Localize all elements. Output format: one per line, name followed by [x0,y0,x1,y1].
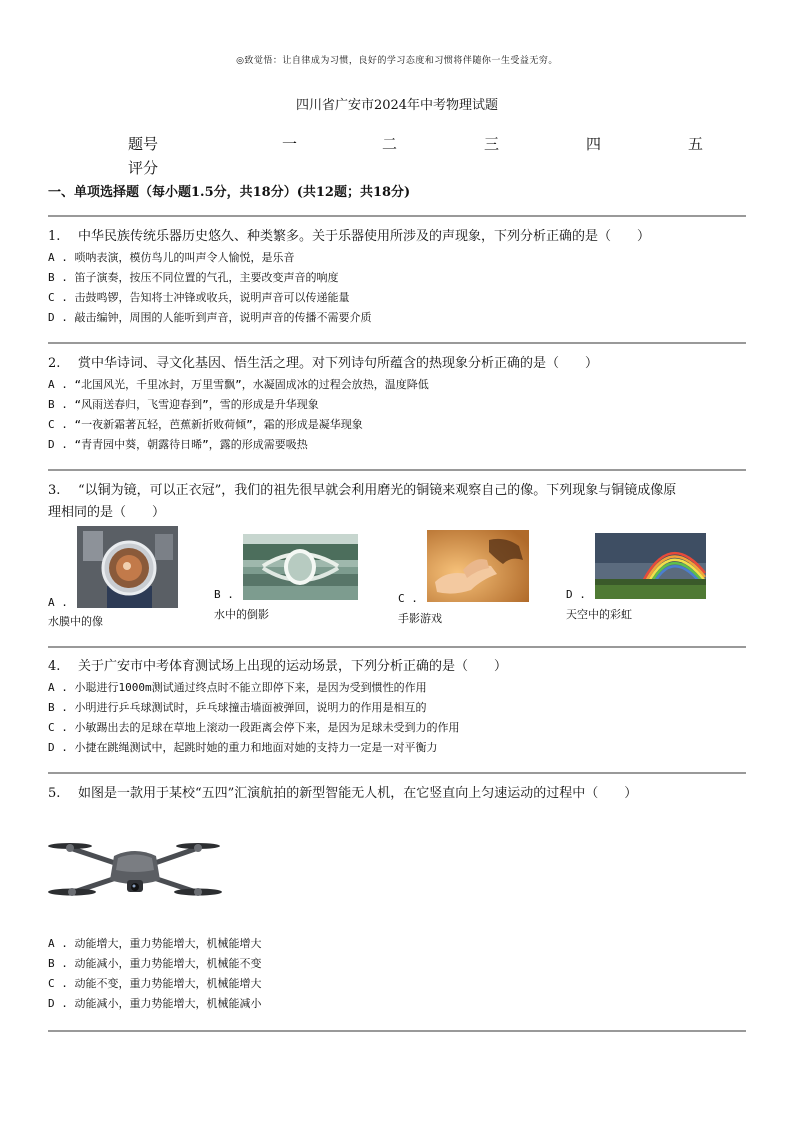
divider [48,772,746,774]
rainbow-photo [595,533,706,599]
bridge-reflection-photo [243,534,358,600]
option-d: D . 敲击编钟，周围的人能听到声音，说明声音的传播不需要介质 [48,311,372,324]
choice-a-letter: A . [48,596,68,609]
question-stem-continued: 理相同的是（ ） [48,505,166,520]
question-stem: 如图是一款用于某校“五四”汇演航拍的新型智能无人机，在它竖直向上匀速运动的过程中（ ） [78,786,638,801]
option-b: B . 小明进行乒乓球测试时，乒乓球撞击墙面被弹回，说明力的作用是相互的 [48,701,427,714]
option-d: D . 动能减小，重力势能增大，机械能减小 [48,997,262,1010]
question-stem: “以铜为镜，可以正衣冠”，我们的祖先很早就会利用磨光的铜镜来观察自己的像。下列现象与铜镜成像原 [78,483,677,498]
question-stem: 中华民族传统乐器历史悠久、种类繁多。关于乐器使用所涉及的声现象，下列分析正确的是（ ） [78,229,651,244]
divider [48,1030,746,1032]
hand-shadow-photo [427,530,529,602]
divider [48,215,746,217]
score-col-4: 四 [586,135,602,153]
question-stem: 关于广安市中考体育测试场上出现的运动场景，下列分析正确的是（ ） [78,659,508,674]
option-c: C . 小敏踢出去的足球在草地上滚动一段距离会停下来，是因为足球未受到力的作用 [48,721,460,734]
option-b: B . 动能减小，重力势能增大，机械能不变 [48,957,262,970]
question-number: 3. [48,483,61,498]
option-c: C . 击鼓鸣锣，告知将士冲锋或收兵，说明声音可以传递能量 [48,291,350,304]
score-col-1: 一 [282,135,298,153]
choice-d-caption: 天空中的彩虹 [566,608,632,621]
score-col-5: 五 [688,135,704,153]
question-number: 4. [48,659,61,674]
score-table-label: 题号 [128,135,159,153]
score-row-label: 评分 [128,159,159,177]
score-col-3: 三 [484,135,500,153]
question-number: 2. [48,356,61,371]
divider [48,342,746,344]
option-d: D . “青青园中葵，朝露待日晞”，露的形成需要吸热 [48,438,308,451]
water-film-photo [77,526,178,608]
divider [48,469,746,471]
choice-d-letter: D . [566,588,586,601]
question-2 [48,353,748,455]
drone-photo [48,826,222,912]
option-a: A . 唢呐表演，模仿鸟儿的叫声令人愉悦，是乐音 [48,251,295,264]
question-5-options [48,934,748,1014]
question-3 [48,480,748,524]
question-number: 5. [48,786,61,801]
choice-c-letter: C . [398,592,418,605]
question-1 [48,226,748,328]
option-a: A . “北国风光，千里冰封，万里雪飘”，水凝固成冰的过程会放热，温度降低 [48,378,429,391]
divider [48,646,746,648]
score-col-2: 二 [382,135,398,153]
option-d: D . 小捷在跳绳测试中，起跳时她的重力和地面对她的支持力一定是一对平衡力 [48,741,438,754]
question-5 [48,783,748,805]
choice-b-letter: B . [214,588,234,601]
option-b: B . “风雨送春归，飞雪迎春到”，雪的形成是升华现象 [48,398,319,411]
question-stem: 赏中华诗词、寻文化基因、悟生活之理。对下列诗句所蕴含的热现象分析正确的是（ ） [78,356,599,371]
choice-a-caption: 水膜中的像 [48,615,103,628]
option-c: C . “一夜新霜著瓦轻，芭蕉新折败荷倾”，霜的形成是凝华现象 [48,418,363,431]
option-b: B . 笛子演奏，按压不同位置的气孔，主要改变声音的响度 [48,271,339,284]
section-title: 一、单项选择题（每小题1.5分，共18分）(共12题；共18分) [48,185,411,200]
option-a: A . 小聪进行1000m测试通过终点时不能立即停下来，是因为受到惯性的作用 [48,681,427,694]
question-number: 1. [48,229,61,244]
exam-title: 四川省广安市2024年中考物理试题 [295,98,499,113]
option-c: C . 动能不变，重力势能增大，机械能增大 [48,977,262,990]
choice-c-caption: 手影游戏 [398,612,442,625]
option-a: A . 动能增大，重力势能增大，机械能增大 [48,937,262,950]
choice-b-caption: 水中的倒影 [214,608,269,621]
score-table-header [128,133,708,153]
page-motto: ◎致觉悟：让自律成为习惯，良好的学习态度和习惯将伴随你一生受益无穷。 [236,56,558,66]
question-4 [48,656,748,758]
